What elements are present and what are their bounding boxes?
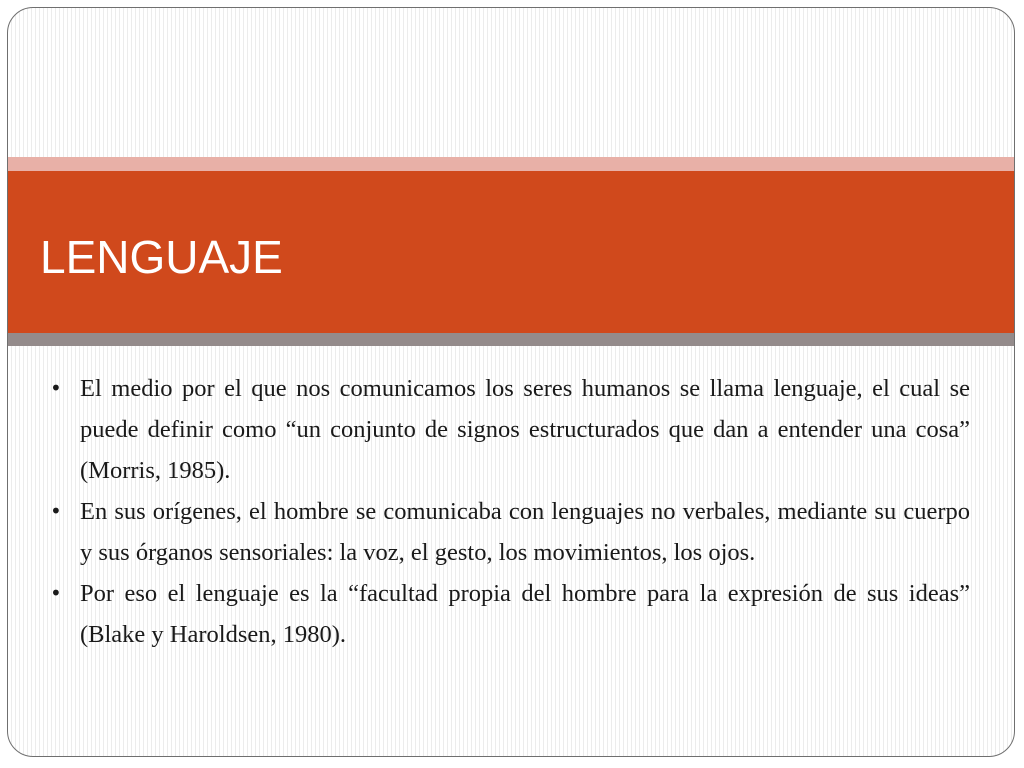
bullet-marker: • [50,499,62,523]
bottom-accent-stripe [8,333,1014,346]
bullet-list [48,368,970,655]
bullet-text: En sus orígenes, el hombre se comunicaba con lenguajes no verbales, mediante su cuerpo y sus órganos sensoriales: la voz, el gesto, los movimientos, los ojos. [80,498,970,566]
bullet-item [48,573,970,655]
bullet-item [48,368,970,491]
bullet-marker: • [50,376,62,400]
top-accent-stripe [8,157,1014,171]
slide [7,7,1015,757]
bullet-marker: • [50,581,62,605]
bullet-text: Por eso el lenguaje es la “facultad propia del hombre para la expresión de sus ideas” (Blake y Haroldsen, 1980). [80,580,970,648]
slide-title: LENGUAJE [40,231,283,283]
bullet-item [48,491,970,573]
bullet-text: El medio por el que nos comunicamos los seres humanos se llama lenguaje, el cual se puede definir como “un conjunto de signos estructurados que dan a entender una cosa” (Morris, 1985). [80,375,970,484]
